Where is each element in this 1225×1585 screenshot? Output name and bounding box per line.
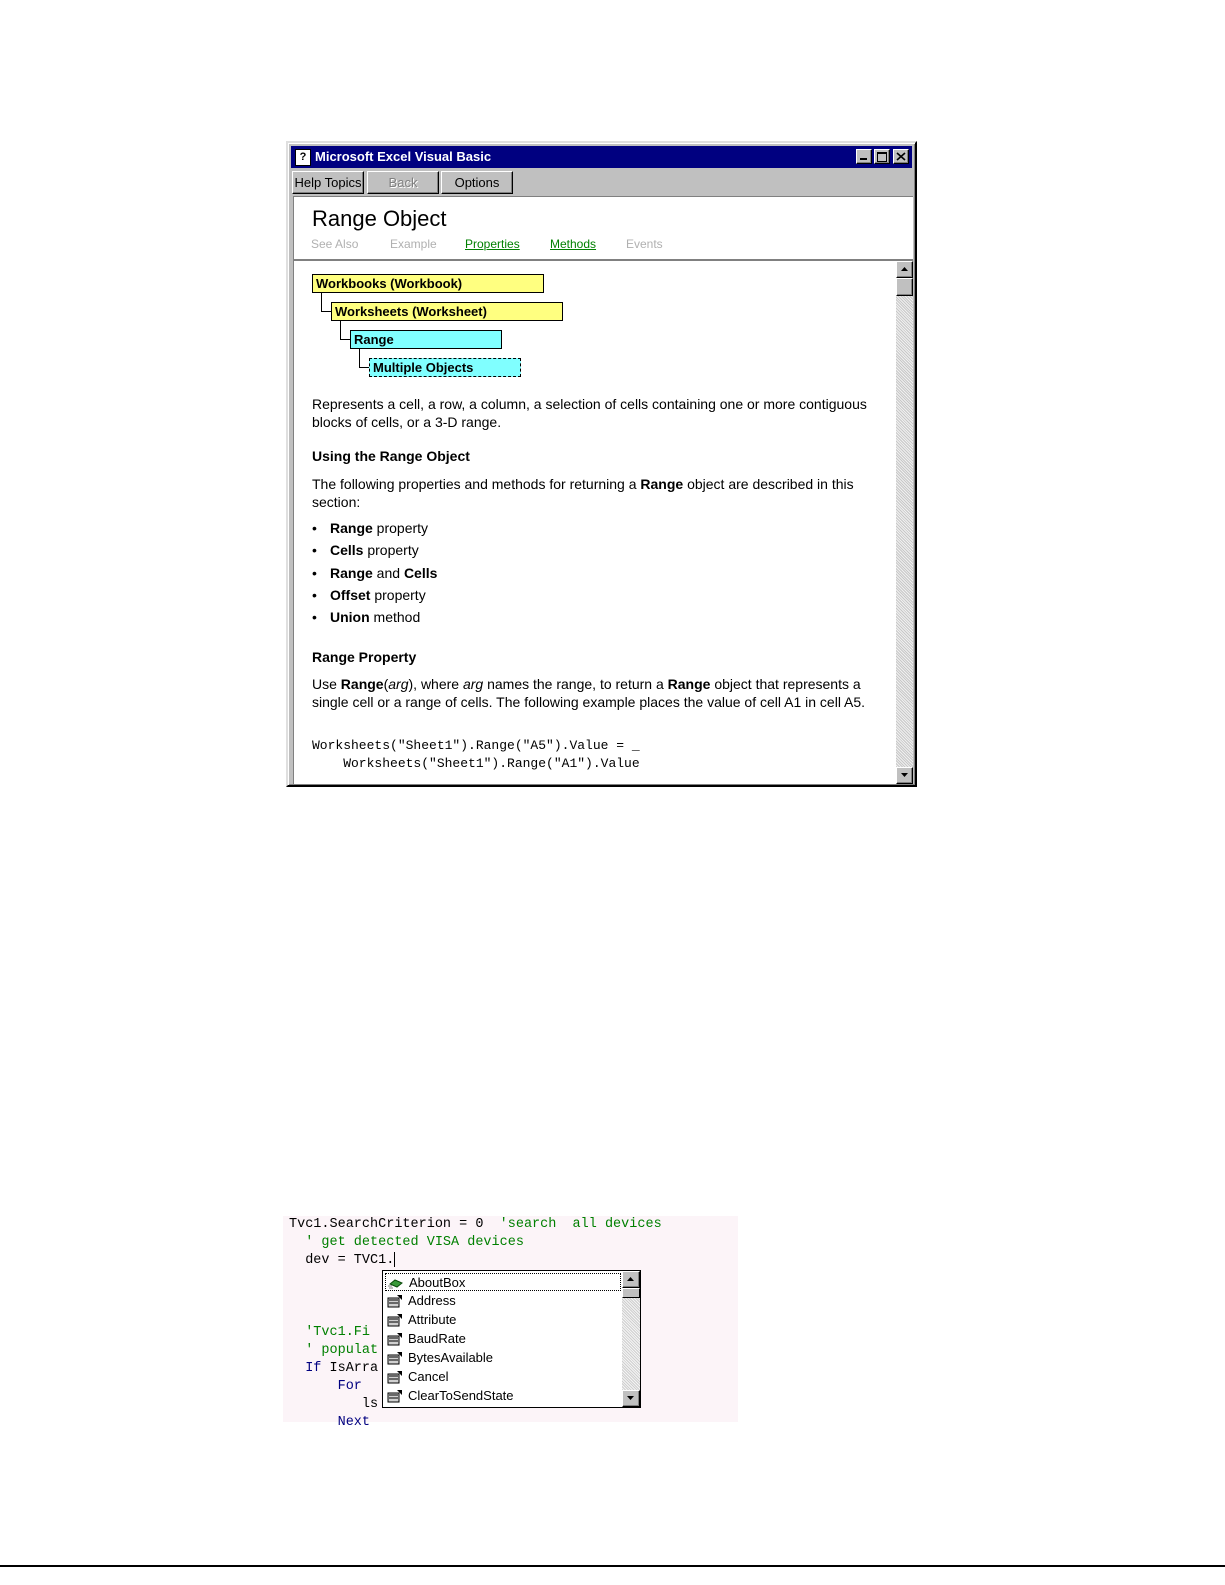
property-icon	[387, 1370, 403, 1384]
code-line: If IsArra	[289, 1361, 379, 1376]
code-line: ls	[289, 1397, 379, 1412]
topic-body[interactable]	[294, 261, 896, 784]
autocomplete-scrollbar[interactable]	[622, 1271, 640, 1407]
code-line: ' populat	[289, 1343, 379, 1358]
section-paragraph: The following properties and methods for returning a Range object are described in this section:	[312, 476, 854, 510]
arrow-down-icon	[627, 1396, 634, 1400]
topic-header	[294, 197, 913, 261]
range-property-paragraph: Use Range(arg), where arg names the range, to return a Range object that represents a single cell or a range of cells. The following example places the value of cell A1 in cell A5.	[312, 676, 866, 710]
code-example-line: Worksheets("Sheet1").Range("A5").Value = _	[312, 738, 640, 753]
close-icon	[897, 153, 905, 160]
scroll-thumb[interactable]	[622, 1288, 640, 1298]
minimize-button[interactable]	[856, 149, 872, 164]
help-topics-button[interactable]: Help Topics	[292, 171, 364, 194]
code-line: Tvc1.SearchCriterion = 0 'search all devices	[289, 1217, 662, 1232]
hierarchy-workbooks-box[interactable]: Workbooks (Workbook)	[312, 274, 544, 293]
autocomplete-list[interactable]	[382, 1270, 641, 1408]
code-line: Next	[289, 1415, 371, 1430]
scroll-up-button[interactable]	[622, 1271, 640, 1288]
help-window	[286, 141, 917, 787]
bullet-item: • Offset property	[312, 587, 426, 603]
section-heading-using-range: Using the Range Object	[312, 448, 470, 464]
back-button[interactable]: Back	[367, 171, 439, 194]
hierarchy-range-box[interactable]: Range	[350, 330, 502, 349]
options-button[interactable]: Options	[441, 171, 513, 194]
hierarchy-multiple-objects-box[interactable]: Multiple Objects	[369, 358, 521, 377]
autocomplete-item[interactable]: BytesAvailable	[385, 1349, 621, 1367]
section-heading-range-property: Range Property	[312, 649, 417, 665]
bullet-item: • Union method	[312, 609, 421, 625]
arrow-up-icon	[627, 1277, 634, 1281]
scroll-down-button[interactable]	[896, 767, 913, 784]
bullet-item: • Range property	[312, 520, 429, 536]
window-title: Microsoft Excel Visual Basic	[315, 149, 492, 164]
bullet-item: • Cells property	[312, 542, 419, 558]
events-link: Events	[626, 237, 663, 251]
code-example-line: Worksheets("Sheet1").Range("A1").Value	[312, 756, 640, 771]
autocomplete-item[interactable]: Attribute	[385, 1311, 621, 1329]
arrow-up-icon	[901, 267, 908, 271]
code-line: 'Tvc1.Fi	[289, 1325, 371, 1340]
help-content	[293, 196, 913, 784]
property-icon	[387, 1313, 403, 1327]
help-toolbar	[291, 171, 912, 195]
text-caret	[394, 1252, 395, 1267]
example-link: Example	[390, 237, 437, 251]
vertical-scrollbar[interactable]	[896, 261, 913, 784]
scroll-down-button[interactable]	[622, 1390, 640, 1407]
property-icon	[387, 1389, 403, 1403]
scroll-up-button[interactable]	[896, 261, 913, 278]
page-bottom-rule	[0, 1565, 1225, 1567]
scroll-thumb[interactable]	[896, 278, 913, 296]
maximize-button[interactable]	[874, 149, 890, 164]
autocomplete-item[interactable]: Cancel	[385, 1368, 621, 1386]
topic-title: Range Object	[312, 206, 447, 231]
code-line: ' get detected VISA devices	[289, 1235, 524, 1250]
hierarchy-worksheets-box[interactable]: Worksheets (Worksheet)	[331, 302, 563, 321]
close-button[interactable]	[893, 149, 909, 164]
autocomplete-item[interactable]: BaudRate	[385, 1330, 621, 1348]
autocomplete-item[interactable]: Address	[385, 1292, 621, 1310]
property-icon	[387, 1332, 403, 1346]
autocomplete-item[interactable]: AboutBox	[385, 1273, 621, 1291]
method-icon	[388, 1276, 404, 1290]
properties-link[interactable]: Properties	[465, 237, 520, 251]
see-also-link: See Also	[311, 237, 359, 251]
bullet-item: • Range and Cells	[312, 565, 438, 581]
arrow-down-icon	[901, 773, 908, 777]
intro-paragraph: Represents a cell, a row, a column, a selection of cells containing one or more contiguous blocks of cells, or a 3-D range.	[312, 396, 867, 430]
property-icon	[387, 1351, 403, 1365]
title-bar	[291, 146, 912, 168]
property-icon	[387, 1294, 403, 1308]
methods-link[interactable]: Methods	[550, 237, 597, 251]
code-line: dev = TVC1.	[289, 1253, 395, 1269]
autocomplete-item[interactable]: ClearToSendState	[385, 1387, 621, 1405]
code-line: For	[289, 1379, 362, 1394]
help-book-icon: ?	[295, 149, 311, 166]
